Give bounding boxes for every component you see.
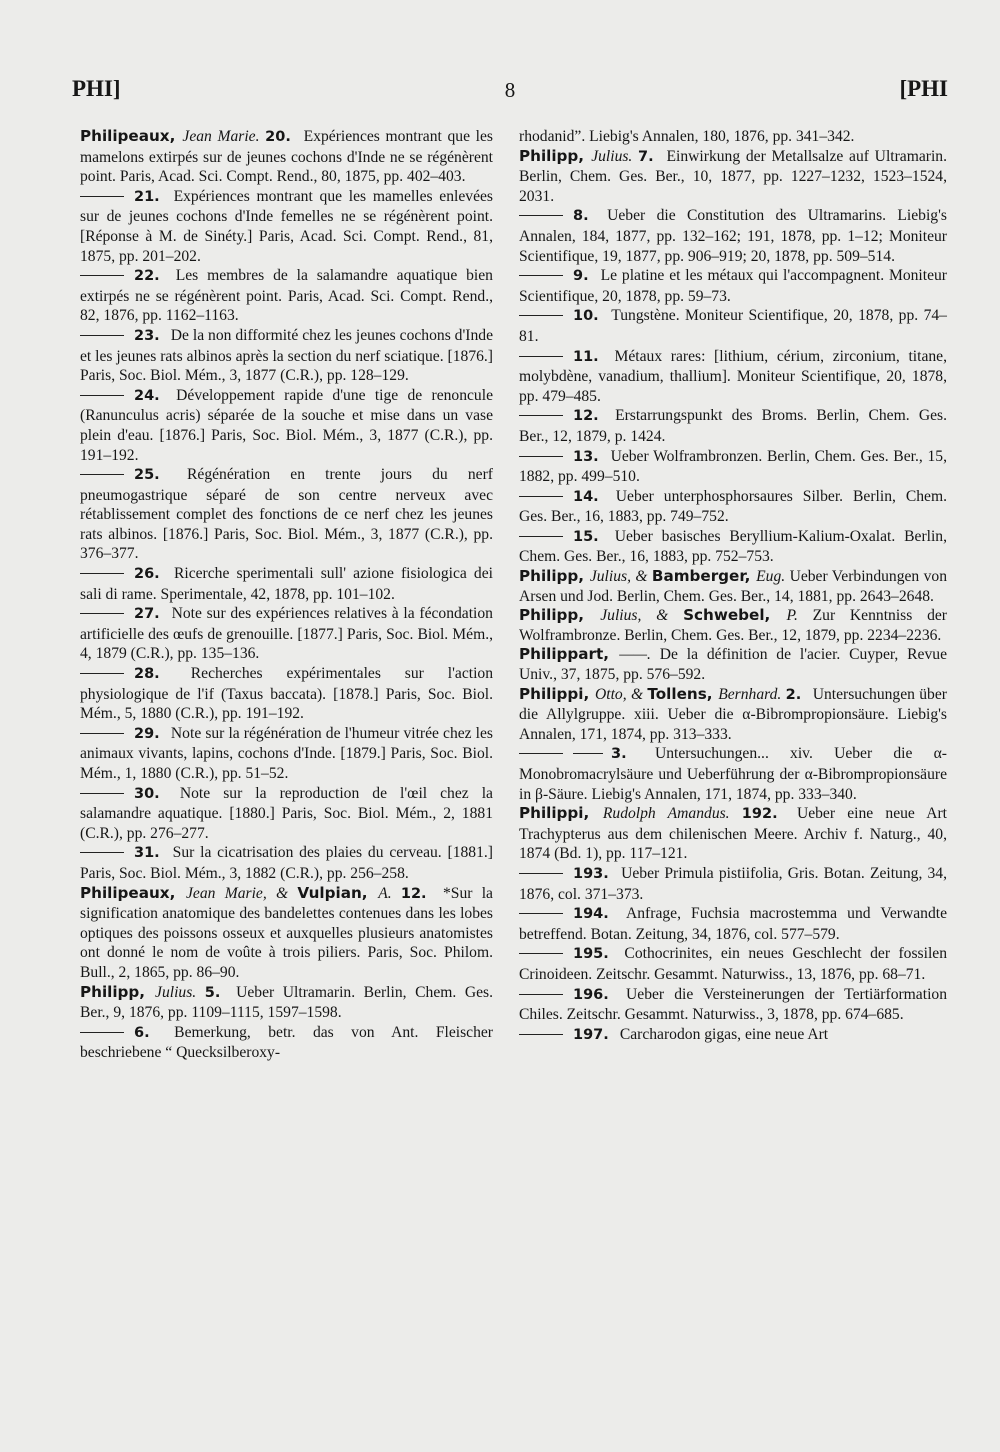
bibliography-entry	[80, 884, 493, 983]
entry-number: 25.	[134, 467, 181, 484]
ditto-dash	[519, 275, 563, 276]
ditto-dash	[519, 953, 563, 954]
bibliography-entry	[519, 266, 947, 306]
entry-number: 197.	[573, 1026, 614, 1043]
running-head-right: [PHI	[899, 76, 948, 101]
entry-text: Tungstène. Moniteur Scientifique, 20, 1878, pp. 74–81.	[519, 307, 947, 345]
entry-number: 192.	[741, 806, 791, 823]
entry-number: 12.	[573, 408, 610, 425]
entry-number: 21.	[134, 188, 168, 205]
entry-number: 195.	[573, 946, 619, 963]
entry-number: 196.	[573, 986, 621, 1003]
entry-number: 9.	[573, 268, 595, 285]
entry-text: Le platine et les métaux qui l'accompagnent. Moniteur Scientifique, 20, 1878, pp. 59–73.	[519, 267, 947, 305]
coauthor-name: Vulpian,	[297, 883, 379, 902]
entry-number: 10.	[573, 308, 606, 325]
author-given-name: Julius.	[591, 147, 639, 165]
ditto-dash	[80, 474, 124, 475]
bibliography-entry	[80, 465, 493, 564]
ditto-dash	[80, 673, 124, 674]
author-given-name: Jean Marie.	[182, 128, 266, 145]
ditto-dash	[519, 315, 563, 316]
entry-text: Bemerkung, betr. das von Ant. Fleischer beschriebene “ Quecksilberoxy-	[80, 1023, 493, 1062]
entry-number: 14.	[573, 488, 610, 505]
ditto-dash	[519, 753, 563, 754]
author-given-name: Jean Marie, &	[186, 884, 298, 902]
entry-text: Développement rapide d'une tige de renoncule (Ranunculus acris) séparée de la souche et mise dans un vase plein d'eau. [1876.] Paris, Soc. Biol. Mém., 3, 1877 (C.R.), pp. 191–192.	[80, 386, 493, 464]
bibliography-entry	[519, 645, 947, 684]
ditto-dash	[519, 456, 563, 457]
entry-number: 11.	[573, 348, 609, 365]
ditto-dash	[80, 395, 124, 396]
entry-number: 30.	[134, 785, 174, 802]
ditto-dash	[80, 275, 124, 276]
entry-text: Note sur des expériences relatives à la fécondation artificielle des œufs de grenouille. [1877.] Paris, Soc. Biol. Mém., 4, 1879 (C.R.), pp. 135–136.	[80, 605, 493, 663]
entry-text: Ueber unterphosphorsaures Silber. Berlin, Chem. Ges. Ber., 16, 1883, pp. 749–752.	[519, 487, 947, 526]
entry-number: 5.	[204, 984, 231, 1001]
entry-number: 12.	[400, 885, 437, 902]
entry-text: Ueber Primula pistiifolia, Gris. Botan. Zeitung, 34, 1876, col. 371–373.	[519, 864, 947, 903]
ditto-dash	[519, 994, 563, 995]
ditto-dash	[573, 753, 603, 754]
entry-number: 31.	[134, 845, 167, 862]
author-name: Philipp,	[519, 146, 592, 165]
entry-text: Ueber eine neue Art Trachypterus aus dem chilenischen Meere. Archiv f. Naturg., 40, 1874 (Bd. 1), pp. 117–121.	[519, 805, 947, 863]
entry-text: Cothocrinites, ein neues Geschlecht der fossilen Crinoideen. Zeitschr. Gesammt. Naturwiss., 13, 1876, pp. 68–71.	[519, 945, 948, 983]
page-header	[72, 76, 948, 116]
entry-text: De la définition de l'acier. Cuyper, Revue Univ., 37, 1875, pp. 576–592.	[519, 646, 947, 684]
coauthor-given-name: Eug.	[756, 568, 790, 586]
entry-text: Ueber die Versteinerungen der Tertiärformation Chiles. Zeitschr. Gesammt. Naturwiss., 3, 1878, pp. 674–685.	[519, 985, 947, 1024]
coauthor-name: Tollens,	[647, 684, 719, 703]
bibliography-entry	[80, 326, 493, 386]
entry-number: 15.	[573, 528, 609, 545]
coauthor-name: Schwebel,	[683, 606, 787, 625]
ditto-dash	[519, 536, 563, 537]
bibliography-entry	[80, 784, 493, 844]
entry-text: Untersuchungen über die Allylgruppe. xiii. Ueber die α-Bibrompropionsäure. Liebig's Annalen, 171, 1874, pp. 313–333.	[519, 685, 947, 743]
entry-text: De la non difformité chez les jeunes cochons d'Inde et les jeunes rats albinos après la section du nerf sciatique. [1876.] Paris, Soc. Biol. Mém., 3, 1877 (C.R.), pp. 128–129.	[80, 326, 493, 385]
bibliography-entry	[519, 206, 947, 266]
author-given-name: Julius, &	[589, 568, 652, 586]
entry-text: Einwirkung der Metallsalze auf Ultramarin. Berlin, Chem. Ges. Ber., 10, 1877, pp. 1227–1232, 1523–1524, 2031.	[519, 147, 947, 205]
entry-text: Métaux rares: [lithium, cérium, zirconium, titane, molybdène, vanadium, thallium]. Moniteur Scientifique, 20, 1878, pp. 479–485.	[519, 347, 947, 405]
bibliography-entry	[80, 983, 493, 1023]
author-name: Philippart,	[519, 645, 620, 664]
entry-text: Zur Kenntniss der Wolframbronze. Berlin, Chem. Ges. Ber., 12, 1879, pp. 2234–2236.	[519, 607, 947, 644]
entry-number: 8.	[573, 208, 602, 225]
ditto-dash	[519, 873, 563, 874]
author-name: Philipeaux,	[80, 127, 183, 145]
bibliography-entry	[519, 306, 947, 346]
coauthor-given-name: A.	[378, 884, 401, 902]
ditto-dash	[80, 196, 124, 197]
author-name: Philipp,	[519, 606, 601, 625]
entry-number: 193.	[573, 865, 616, 882]
entry-number: 2.	[785, 686, 807, 703]
ditto-dash	[519, 496, 563, 497]
entry-text: Ueber basisches Beryllium-Kalium-Oxalat. Berlin, Chem. Ges. Ber., 16, 1883, pp. 752–753.	[519, 527, 947, 566]
bibliography-entry	[519, 904, 947, 944]
coauthor-given-name: P.	[786, 607, 813, 625]
ditto-dash	[519, 913, 563, 914]
ditto-dash	[80, 852, 124, 853]
bibliography-entry	[519, 127, 947, 147]
entry-text: Ueber Verbindungen von Arsen und Jod. Berlin, Chem. Ges. Ber., 14, 1881, pp. 2643–2648.	[519, 568, 947, 605]
entry-text: Recherches expérimentales sur l'action physiologique de l'if (Taxus baccata). [1878.] Paris, Soc. Biol. Mém., 5, 1880 (C.R.), pp. 191–192.	[80, 665, 493, 723]
bibliography-entry	[519, 744, 947, 804]
running-head-left: PHI]	[72, 76, 121, 101]
entry-number: 13.	[573, 448, 605, 465]
ditto-dash	[519, 356, 563, 357]
entry-text: *Sur la signification anatomique des bandelettes contenues dans les lobes optiques des poissons osseux et auxquelles plusieurs anatomistes ont donné le nom de voûte à trois piliers. Paris, Soc. Philom. Bull., 2, 1865, pp. 86–90.	[80, 884, 493, 981]
entry-text: Anfrage, Fuchsia macrostemma und Verwandte betreffend. Botan. Zeitung, 34, 1876, col. 577–579.	[519, 905, 947, 943]
entry-text: rhodanid”. Liebig's Annalen, 180, 1876, pp. 341–342.	[519, 128, 855, 145]
entry-text: Les membres de la salamandre aquatique bien extirpés ne se régénèrent point. Paris, Acad. Sci. Compt. Rend., 82, 1876, pp. 1162–1163.	[80, 267, 493, 325]
ditto-dash	[519, 215, 563, 216]
bibliography-entry	[519, 685, 947, 745]
author-given-name: ——.	[619, 646, 660, 664]
ditto-dash	[80, 613, 124, 614]
bibliography-entry	[519, 147, 947, 207]
bibliography-entry	[519, 347, 947, 407]
ditto-dash	[519, 1034, 563, 1035]
author-name: Philipp,	[519, 567, 590, 586]
author-name: Philipeaux,	[80, 883, 187, 902]
bibliography-entry	[519, 606, 947, 645]
ditto-dash	[80, 733, 124, 734]
entry-number: 3.	[611, 746, 649, 763]
bibliography-entry	[519, 487, 947, 527]
bibliography-entry	[519, 864, 947, 904]
entry-number: 26.	[134, 566, 168, 583]
entry-text: Expériences montrant que les mamelons extirpés sur de jeunes cochons d'Inde ne se régénèrent point. Paris, Acad. Sci. Compt. Rend., 80, 1875, pp. 402–403.	[80, 128, 493, 186]
bibliography-entry	[80, 564, 493, 604]
ditto-dash	[80, 793, 124, 794]
author-given-name: Julius.	[155, 983, 205, 1001]
author-name: Philippi,	[519, 684, 595, 703]
ditto-dash	[519, 415, 563, 416]
bibliography-entry	[80, 724, 493, 784]
bibliography-entry	[80, 386, 493, 465]
entry-number: 194.	[573, 906, 620, 923]
page-number: 8	[504, 78, 516, 102]
entry-text: Ueber Ultramarin. Berlin, Chem. Ges. Ber., 9, 1876, pp. 1109–1115, 1597–1598.	[80, 983, 493, 1022]
bibliography-entry	[80, 843, 493, 883]
entry-text: Note sur la régénération de l'humeur vitrée chez les animaux vivants, lapins, cochons d'Inde. [1879.] Paris, Soc. Biol. Mém., 1, 1880 (C.R.), pp. 51–52.	[80, 724, 493, 782]
entry-text: Sur la cicatrisation des plaies du cerveau. [1881.] Paris, Soc. Biol. Mém., 3, 1882 (C.R.), pp. 256–258.	[80, 844, 493, 882]
entry-text: Ueber die Constitution des Ultramarins. Liebig's Annalen, 184, 1877, pp. 132–162; 191, 1878, pp. 1–12; Moniteur Scientifique, 19, 1877, pp. 906–919; 20, 1878, pp. 509–514.	[519, 207, 947, 265]
entry-number: 24.	[134, 387, 171, 404]
entry-number: 6.	[134, 1024, 169, 1041]
bibliography-entry	[519, 567, 947, 606]
entry-text: Note sur la reproduction de l'œil chez la salamandre aquatique. [1880.] Paris, Soc. Biol. Mém., 2, 1881 (C.R.), pp. 276–277.	[80, 784, 493, 842]
ditto-dash	[80, 1032, 124, 1033]
bibliography-entry	[519, 406, 947, 446]
entry-text: Expériences montrant que les mamelles enlevées sur de jeunes cochons d'Inde femelles ne se régénèrent point. [Réponse à M. de Sinéty.] Paris, Acad. Sci. Compt. Rend., 81, 1875, pp. 201–202.	[80, 187, 493, 265]
entry-text: Ricerche sperimentali sull' azione fisiologica dei sali di rame. Sperimentale, 42, 1878, pp. 101–102.	[80, 565, 493, 603]
bibliography-entry	[80, 604, 493, 664]
bibliography-entry	[519, 1025, 947, 1046]
entry-text: Erstarrungspunkt des Broms. Berlin, Chem. Ges. Ber., 12, 1879, p. 1424.	[519, 407, 947, 445]
bibliography-entry	[80, 1023, 493, 1063]
entry-text: Untersuchungen... xiv. Ueber die α-Monobromacrylsäure und Ueberführung der α-Bibrompropionsäure in β-Säure. Liebig's Annalen, 171, 1874, pp. 333–340.	[519, 745, 947, 803]
bibliography-entry	[519, 985, 947, 1025]
entry-number: 22.	[134, 268, 170, 285]
right-column	[519, 127, 947, 1045]
bibliography-entry	[80, 187, 493, 266]
entry-text: Carcharodon gigas, eine neue Art	[619, 1025, 829, 1043]
entry-text: Régénération en trente jours du nerf pneumogastrique séparé de son centre nerveux avec rétablissement complet des fonctions de ce nerf chez les jeunes rats albinos. [1876.] Paris, Soc. Biol. Mém., 3, 1877 (C.R.), pp. 376–377.	[80, 466, 493, 563]
bibliography-entry	[519, 804, 947, 864]
author-given-name: Julius, &	[600, 607, 684, 625]
entry-number: 27.	[134, 606, 166, 623]
entry-number: 23.	[134, 327, 165, 344]
ditto-dash	[80, 573, 124, 574]
author-name: Philipp,	[80, 982, 156, 1001]
author-name: Philippi,	[519, 804, 603, 823]
entry-number: 7.	[638, 148, 661, 165]
bibliography-entry	[519, 944, 947, 984]
coauthor-name: Bamberger,	[651, 567, 757, 586]
bibliography-entry	[519, 527, 947, 567]
author-given-name: Otto, &	[595, 685, 648, 703]
entry-number: 20.	[265, 129, 298, 145]
bibliography-entry	[519, 447, 947, 487]
left-column	[80, 127, 493, 1063]
ditto-dash	[80, 335, 124, 336]
entry-number: 29.	[134, 725, 165, 742]
entry-number: 28.	[134, 666, 185, 683]
entry-text: Ueber Wolframbronzen. Berlin, Chem. Ges. Ber., 15, 1882, pp. 499–510.	[519, 447, 947, 486]
bibliography-entry	[80, 127, 493, 187]
bibliography-entry	[80, 266, 493, 326]
bibliography-entry	[80, 664, 493, 724]
author-given-name: Rudolph Amandus.	[602, 805, 742, 823]
coauthor-given-name: Bernhard.	[718, 685, 786, 703]
